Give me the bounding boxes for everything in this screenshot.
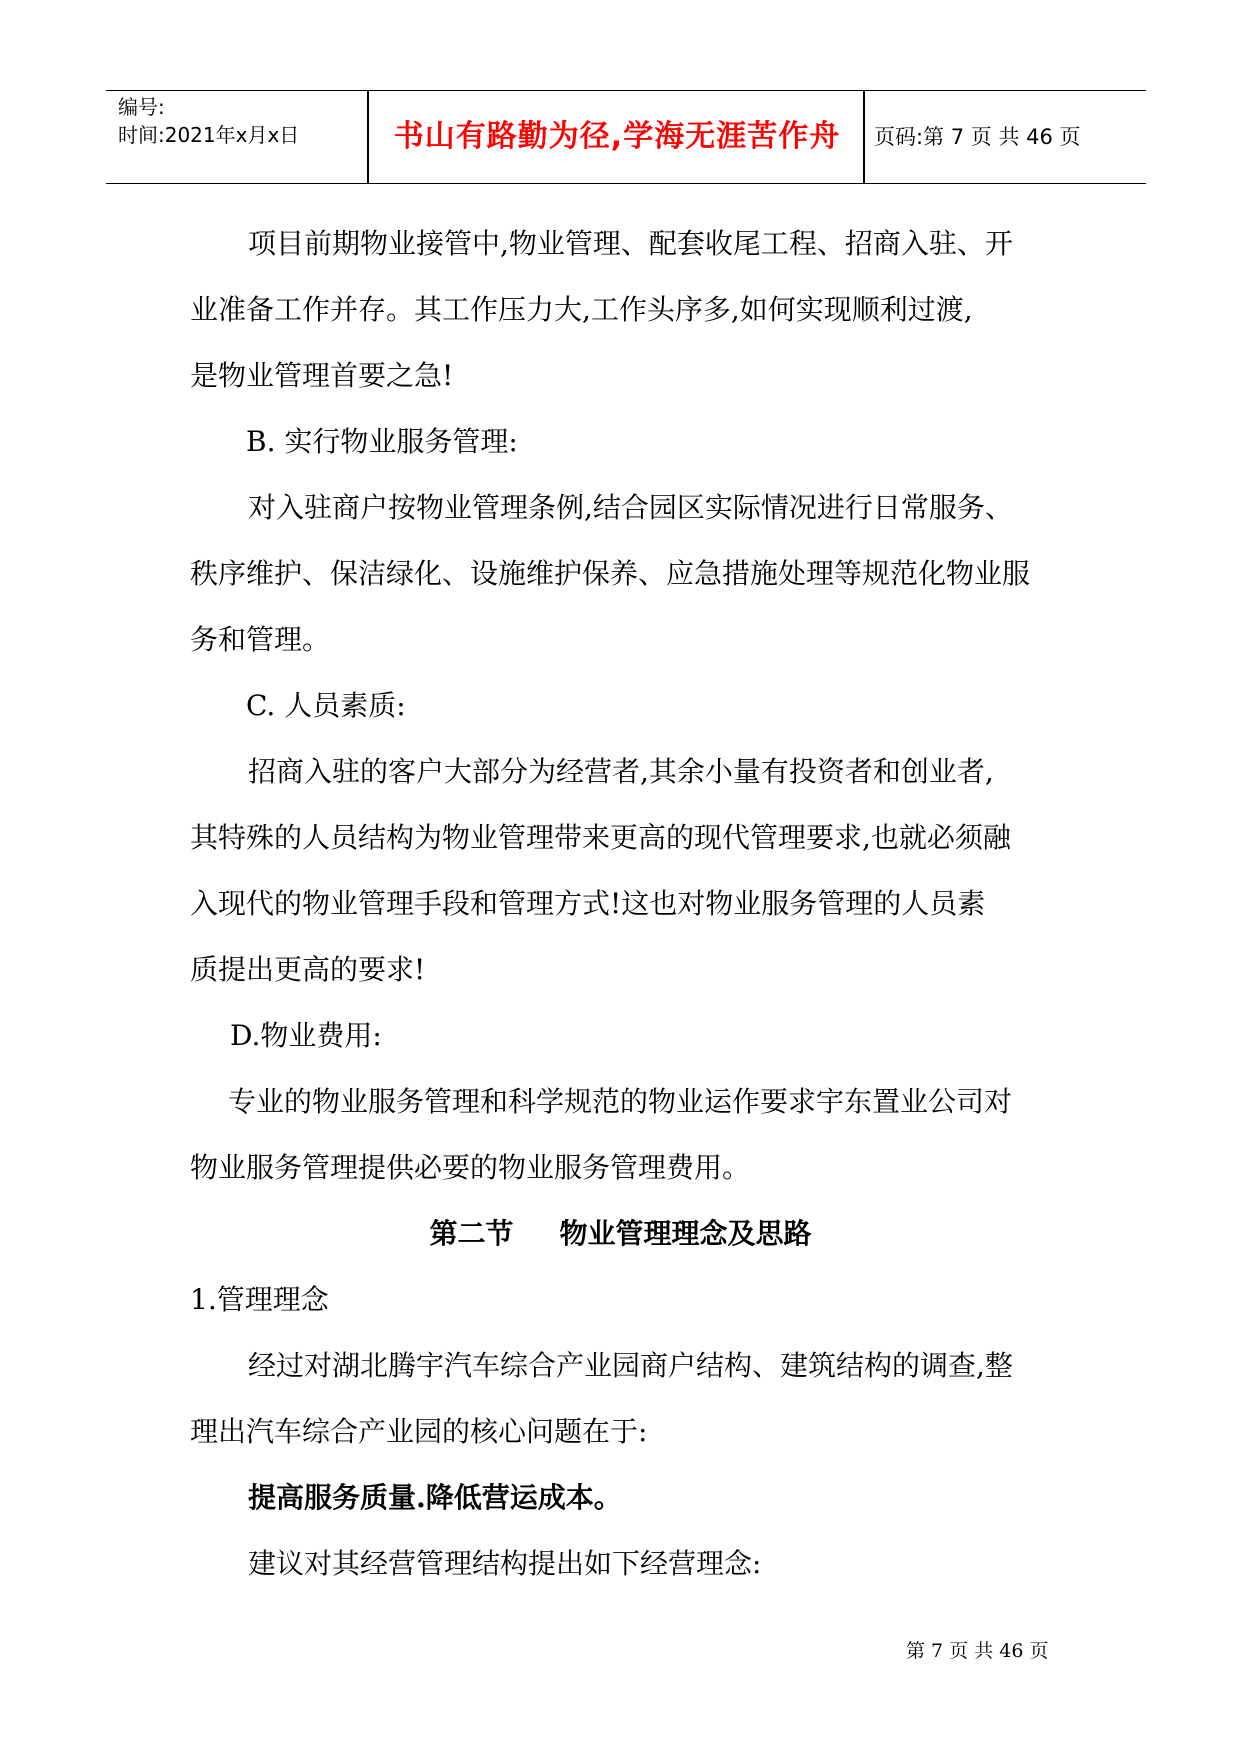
paragraph-line: 物业服务管理提供必要的物业服务管理费用。	[190, 1151, 751, 1184]
paragraph-line: 项目前期物业接管中,物业管理、配套收尾工程、招商入驻、开	[248, 227, 1013, 260]
header-page-label: 页码:第 7 页 共 46 页	[874, 125, 1081, 149]
header-divider	[367, 91, 369, 183]
paragraph-line: 理出汽车综合产业园的核心问题在于:	[190, 1415, 648, 1448]
emphasis-line: 提高服务质量.降低营运成本。	[248, 1481, 622, 1514]
paragraph-line: 对入驻商户按物业管理条例,结合园区实际情况进行日常服务、	[248, 491, 1013, 524]
paragraph-line: 建议对其经营管理结构提出如下经营理念:	[248, 1547, 762, 1580]
section-number: 第二节	[429, 1217, 514, 1250]
paragraph-line: 其特殊的人员结构为物业管理带来更高的现代管理要求,也就必须融	[190, 821, 1011, 854]
header-meta	[118, 93, 368, 149]
paragraph-line: 务和管理。	[190, 623, 331, 656]
number-label: 编号:	[118, 95, 165, 119]
paragraph-line: 业准备工作并存。其工作压力大,工作头序多,如何实现顺利过渡,	[190, 293, 973, 326]
paragraph-line: 秩序维护、保洁绿化、设施维护保养、应急措施处理等规范化物业服	[190, 557, 1031, 590]
item-title-d: D.物业费用:	[230, 1019, 382, 1052]
paragraph-line: 质提出更高的要求!	[190, 953, 426, 986]
paragraph-line: 是物业管理首要之急!	[190, 359, 454, 392]
paragraph-line: 招商入驻的客户大部分为经营者,其余小量有投资者和创业者,	[248, 755, 994, 788]
page-footer: 第 7 页 共 46 页	[906, 1640, 1049, 1662]
paragraph-line: 专业的物业服务管理和科学规范的物业运作要求宇东置业公司对	[228, 1085, 1013, 1118]
paragraph-line: 入现代的物业管理手段和管理方式!这也对物业服务管理的人员素	[190, 887, 986, 920]
section-title: 物业管理理念及思路	[559, 1217, 812, 1250]
item-title-b: B. 实行物业服务管理:	[246, 425, 518, 458]
time-label: 时间:2021年x月x日	[118, 123, 300, 147]
item-title-c: C. 人员素质:	[246, 689, 406, 722]
header-motto: 书山有路勤为径,学海无涯苦作舟	[393, 119, 841, 154]
paragraph-line: 经过对湖北腾宇汽车综合产业园商户结构、建筑结构的调查,整	[248, 1349, 1013, 1382]
subsection-title: 1.管理理念	[190, 1283, 329, 1316]
header-divider	[863, 91, 865, 183]
page-header	[106, 90, 1146, 184]
section-heading	[0, 1214, 1241, 1254]
